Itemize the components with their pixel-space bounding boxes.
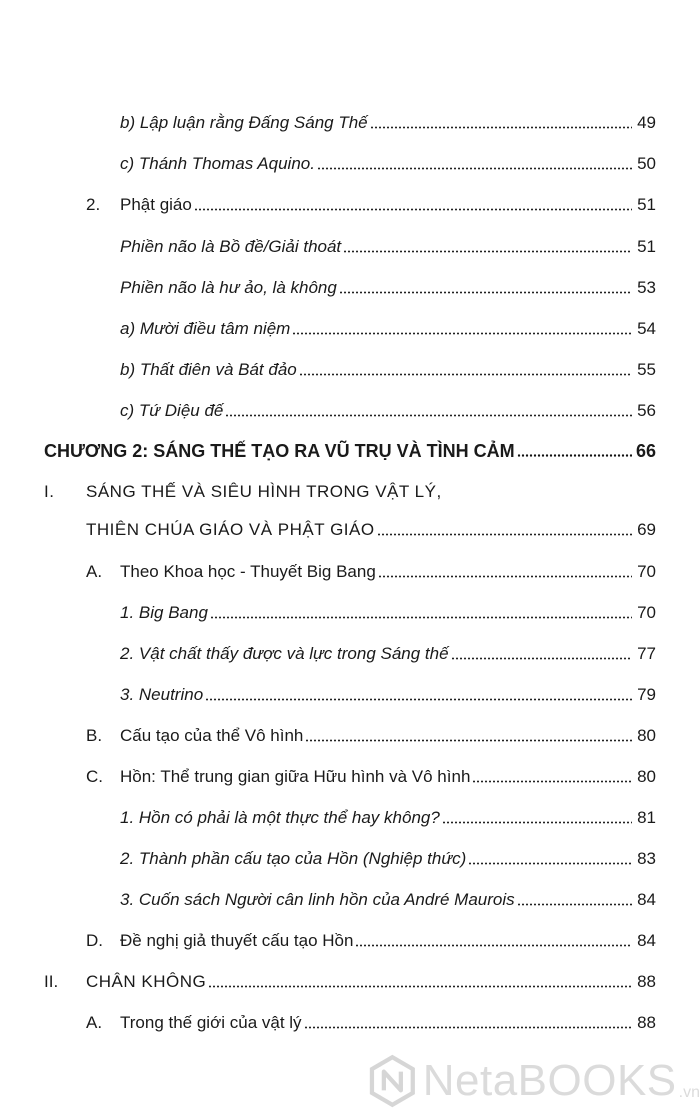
- toc-entry-page: 80: [637, 726, 656, 745]
- toc-entry-title: 3. Neutrino: [120, 685, 204, 704]
- toc-entry: [120, 596, 656, 624]
- dot-leader: [208, 985, 632, 988]
- toc-entry-number: 2.: [86, 195, 101, 214]
- toc-entry-number: I.: [44, 482, 55, 501]
- toc-entry: [120, 842, 656, 870]
- toc-entry-title: 2. Thành phần cấu tạo của Hồn (Nghiệp thức): [120, 849, 467, 868]
- toc-entry-page: 69: [637, 520, 656, 539]
- toc-entry-title: c) Tứ Diệu đế: [120, 401, 224, 420]
- toc-entry-number: A.: [86, 562, 103, 581]
- toc-entry-title: 1. Big Bang: [120, 603, 208, 622]
- dot-leader: [304, 1026, 632, 1029]
- toc-section-number: [44, 475, 54, 503]
- toc-entry: [120, 801, 656, 829]
- dot-leader: [205, 698, 632, 701]
- toc-entry: [120, 106, 656, 134]
- toc-entry-title: 3. Cuốn sách Người cân linh hồn của André Maurois: [120, 890, 515, 909]
- toc-entry: [120, 312, 656, 340]
- toc-entry-title: b) Thất điên và Bát đảo: [120, 360, 297, 379]
- dot-leader: [451, 657, 632, 660]
- toc-entry-page: 83: [637, 849, 656, 868]
- toc-entry-page: 50: [637, 154, 656, 173]
- toc-entry: [86, 188, 656, 216]
- toc-entry-title: b) Lập luận rằng Đấng Sáng Thế: [120, 113, 368, 132]
- dot-leader: [517, 454, 632, 457]
- dot-leader: [210, 616, 632, 619]
- toc-entry: [120, 394, 656, 422]
- toc-entry-title: THIÊN CHÚA GIÁO VÀ PHẬT GIÁO: [86, 520, 375, 539]
- toc-entry-title: Phật giáo: [120, 195, 192, 214]
- dot-leader: [355, 944, 632, 947]
- toc-entry: [86, 555, 656, 583]
- netabooks-logo-icon: [366, 1050, 419, 1112]
- dot-leader: [517, 903, 632, 906]
- dot-leader: [472, 780, 632, 783]
- dot-leader: [378, 575, 632, 578]
- toc-entry-title: Hồn: Thể trung gian giữa Hữu hình và Vô hình: [120, 767, 471, 786]
- toc-entry-page: 84: [637, 931, 656, 950]
- watermark-suffix: .vn: [678, 1084, 700, 1101]
- dot-leader: [339, 291, 632, 294]
- toc-entry-page: 88: [637, 972, 656, 991]
- toc-entry-title: 2. Vật chất thấy được và lực trong Sáng thế: [120, 644, 449, 663]
- toc-entry-page: 56: [637, 401, 656, 420]
- toc-entry-page: 84: [637, 890, 656, 909]
- dot-leader: [225, 414, 632, 417]
- toc-entry-number: II.: [44, 972, 59, 991]
- toc-entry-page: 88: [637, 1013, 656, 1032]
- toc-entry-page: 77: [637, 644, 656, 663]
- toc-entry-page: 51: [637, 195, 656, 214]
- toc-entry: [120, 147, 656, 175]
- toc-entry-title: Phiền não là Bồ đề/Giải thoát: [120, 237, 342, 256]
- toc-entry-page: 66: [635, 441, 656, 461]
- dot-leader: [468, 862, 632, 865]
- toc-entry-title: SÁNG THẾ VÀ SIÊU HÌNH TRONG VẬT LÝ,: [86, 482, 442, 501]
- toc-entry-title: Trong thế giới của vật lý: [120, 1013, 302, 1032]
- toc-entry: [44, 965, 656, 993]
- dot-leader: [299, 373, 632, 376]
- toc-section-title-line1: [86, 475, 442, 503]
- toc-entry: [120, 271, 656, 299]
- toc-entry-page: 70: [637, 562, 656, 581]
- toc-entry-page: 53: [637, 278, 656, 297]
- toc-entry: [86, 719, 656, 747]
- toc-entry-page: 55: [637, 360, 656, 379]
- toc-entry: [86, 924, 656, 952]
- dot-leader: [442, 821, 632, 824]
- toc-entry: [120, 883, 656, 911]
- dot-leader: [305, 739, 632, 742]
- toc-chapter-entry: [44, 434, 656, 462]
- toc-entry-title: c) Thánh Thomas Aquino.: [120, 154, 315, 173]
- toc-entry-title: Theo Khoa học - Thuyết Big Bang: [120, 562, 376, 581]
- toc-entry-number: B.: [86, 726, 103, 745]
- toc-entry: [86, 1006, 656, 1034]
- toc-entry-page: 49: [637, 113, 656, 132]
- toc-entry: [120, 637, 656, 665]
- toc-entry-page: 80: [637, 767, 656, 786]
- dot-leader: [343, 250, 632, 253]
- toc-entry-number: A.: [86, 1013, 103, 1032]
- dot-leader: [370, 126, 632, 129]
- toc-entry-page: 54: [637, 319, 656, 338]
- toc-entry-page: 79: [637, 685, 656, 704]
- toc-entry-number: D.: [86, 931, 103, 950]
- dot-leader: [194, 208, 632, 211]
- dot-leader: [377, 533, 632, 536]
- toc-entry-number: C.: [86, 767, 103, 786]
- toc-entry-title: 1. Hồn có phải là một thực thể hay không?: [120, 808, 440, 827]
- dot-leader: [317, 167, 632, 170]
- toc-entry-title: Phiền não là hư ảo, là không: [120, 278, 337, 297]
- watermark-brand: NetaBOOKS: [422, 1056, 677, 1105]
- toc-chapter-title: CHƯƠNG 2: SÁNG THẾ TẠO RA VŨ TRỤ VÀ TÌNH CẢM: [44, 441, 515, 461]
- toc-entry-title: Cấu tạo của thể Vô hình: [120, 726, 304, 745]
- toc-entry-page: 81: [637, 808, 656, 827]
- dot-leader: [292, 332, 632, 335]
- toc-entry-page: 70: [637, 603, 656, 622]
- netabooks-watermark: [366, 1046, 700, 1116]
- toc-entry-title: CHÂN KHÔNG: [86, 972, 207, 991]
- toc-entry: [120, 678, 656, 706]
- toc-entry: [120, 230, 656, 258]
- toc-entry: [86, 513, 656, 541]
- toc-entry-page: 51: [637, 237, 656, 256]
- toc-entry: [120, 353, 656, 381]
- toc-entry: [86, 760, 656, 788]
- toc-entry-title: a) Mười điều tâm niệm: [120, 319, 291, 338]
- toc-entry-title: Đề nghị giả thuyết cấu tạo Hồn: [120, 931, 354, 950]
